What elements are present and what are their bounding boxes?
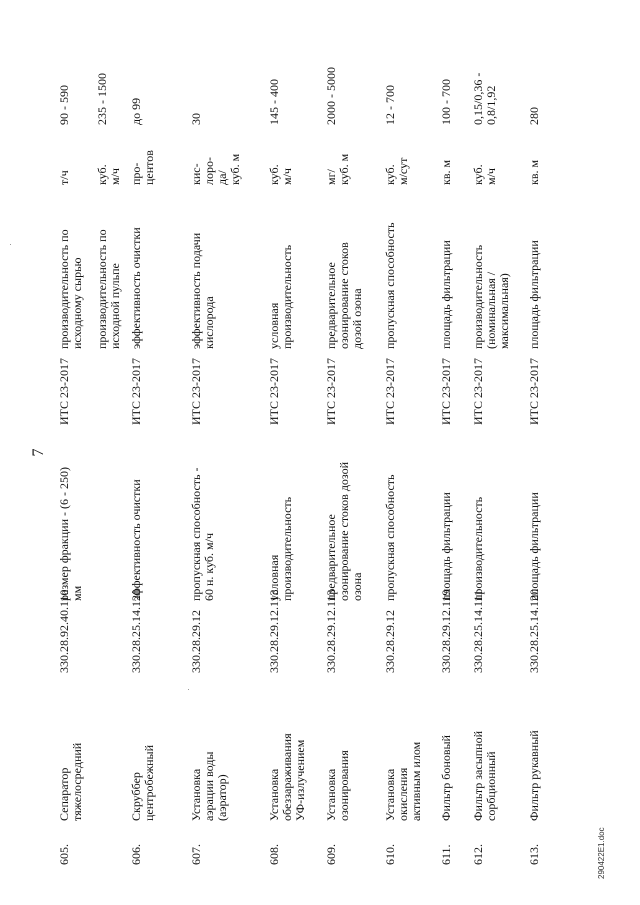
okpd-code: 330.28.25.14.120 xyxy=(527,589,541,673)
parameter-value: 30 xyxy=(189,113,203,125)
row-number: 611. xyxy=(439,844,453,865)
measurement-unit-secondary: куб. м/ч xyxy=(95,164,122,185)
standard-reference: ИТС 23-2017 xyxy=(439,358,453,425)
equipment-name: Установка озонирования xyxy=(324,750,351,821)
technology-parameter: производительность по исходному сырью xyxy=(57,229,84,349)
equipment-name: Скруббер центробежный xyxy=(129,744,156,821)
parameter-value: 90 - 590 xyxy=(57,85,71,125)
parameter-value: 280 xyxy=(527,107,541,125)
row-number: 606. xyxy=(129,844,143,865)
page-number: 7 xyxy=(30,448,47,457)
parameter-description: эффективность очистки xyxy=(129,479,143,601)
okpd-code: 330.28.92.40.110 xyxy=(57,589,71,673)
measurement-unit: куб. м/ч xyxy=(471,164,498,185)
row-number: 613. xyxy=(527,844,541,865)
scan-speck xyxy=(188,689,189,690)
parameter-value: 12 - 700 xyxy=(383,85,397,125)
technology-parameter: эффективность подачи кислорода xyxy=(189,232,216,349)
standard-reference: ИТС 23-2017 xyxy=(189,358,203,425)
okpd-code: 330.28.29.12 xyxy=(189,610,203,673)
parameter-description: площадь фильтрации xyxy=(527,492,541,601)
parameter-description: предварительное озонирование стоков дозой озона xyxy=(324,461,364,601)
equipment-name: Фильтр рукавный xyxy=(527,730,541,821)
parameter-value: до 99 xyxy=(129,97,143,125)
parameter-description: производительность xyxy=(471,496,485,601)
equipment-name: Установка окисления активным илом xyxy=(383,741,423,821)
equipment-name: Фильтр засыпной сорбционный xyxy=(471,730,498,821)
parameter-value: 145 - 400 xyxy=(267,79,281,125)
okpd-code: 330.28.25.14.120 xyxy=(129,589,143,673)
parameter-description: пропускная способность - 60 н. куб. м/ч xyxy=(189,467,216,601)
standard-reference: ИТС 23-2017 xyxy=(267,358,281,425)
technology-parameter-secondary: производительность по исходной пульпе xyxy=(95,229,122,349)
scan-speck xyxy=(10,244,11,245)
okpd-code: 330.28.29.12.113 xyxy=(267,589,281,673)
equipment-name: Установка обеззараживания УФ-излучением xyxy=(267,733,307,821)
standard-reference: ИТС 23-2017 xyxy=(57,358,71,425)
okpd-code: 330.28.29.12.119 xyxy=(439,589,453,673)
standard-reference: ИТС 23-2017 xyxy=(129,358,143,425)
parameter-value: 100 - 700 xyxy=(439,79,453,125)
okpd-code: 330.28.29.12.113 xyxy=(324,589,338,673)
parameter-description: площадь фильтрации xyxy=(439,492,453,601)
technology-parameter: площадь фильтрации xyxy=(439,240,453,349)
parameter-value-secondary: 235 - 1500 xyxy=(95,73,109,125)
row-number: 608. xyxy=(267,844,281,865)
technology-parameter: предварительное озонирование стоков дозой озона xyxy=(324,242,364,349)
standard-reference: ИТС 23-2017 xyxy=(527,358,541,425)
okpd-code: 330.28.25.14.111 xyxy=(471,589,485,673)
technology-parameter: площадь фильтрации xyxy=(527,240,541,349)
row-number: 607. xyxy=(189,844,203,865)
measurement-unit: куб. м/сут xyxy=(383,157,410,185)
measurement-unit: кв. м xyxy=(527,159,541,185)
standard-reference: ИТС 23-2017 xyxy=(471,358,485,425)
okpd-code: 330.28.29.12 xyxy=(383,610,397,673)
parameter-value: 0,15/0,36 - 0,8/1,92 xyxy=(471,72,498,125)
technology-parameter: производительность (номинальная / максимальная) xyxy=(471,244,511,349)
document-file-code: 290422E1.doc xyxy=(597,827,606,879)
parameter-description: размер фракции - (6 - 250) мм xyxy=(57,467,84,601)
measurement-unit: мг/ куб. м xyxy=(324,153,351,185)
measurement-unit: кв. м xyxy=(439,159,453,185)
measurement-unit: т/ч xyxy=(57,170,71,185)
measurement-unit: куб. м/ч xyxy=(267,164,294,185)
row-number: 605. xyxy=(57,844,71,865)
parameter-value: 2000 - 5000 xyxy=(324,67,338,125)
standard-reference: ИТС 23-2017 xyxy=(383,358,397,425)
row-number: 609. xyxy=(324,844,338,865)
equipment-name: Установка аэрации воды (аэратор) xyxy=(189,751,229,821)
row-number: 610. xyxy=(383,844,397,865)
standard-reference: ИТС 23-2017 xyxy=(324,358,338,425)
parameter-description: условная производительность xyxy=(267,496,294,601)
measurement-unit: кис- лоро- да/ куб. м xyxy=(189,153,242,185)
equipment-name: Сепаратор тяжелосредний xyxy=(57,742,84,821)
parameter-description: пропускная способность xyxy=(383,474,397,601)
technology-parameter: условная производительность xyxy=(267,244,294,349)
equipment-name: Фильтр боновый xyxy=(439,735,453,821)
row-number: 612. xyxy=(471,844,485,865)
measurement-unit: про- центов xyxy=(129,150,156,185)
technology-parameter: пропускная способность xyxy=(383,222,397,349)
technology-parameter: эффективность очистки xyxy=(129,227,143,349)
